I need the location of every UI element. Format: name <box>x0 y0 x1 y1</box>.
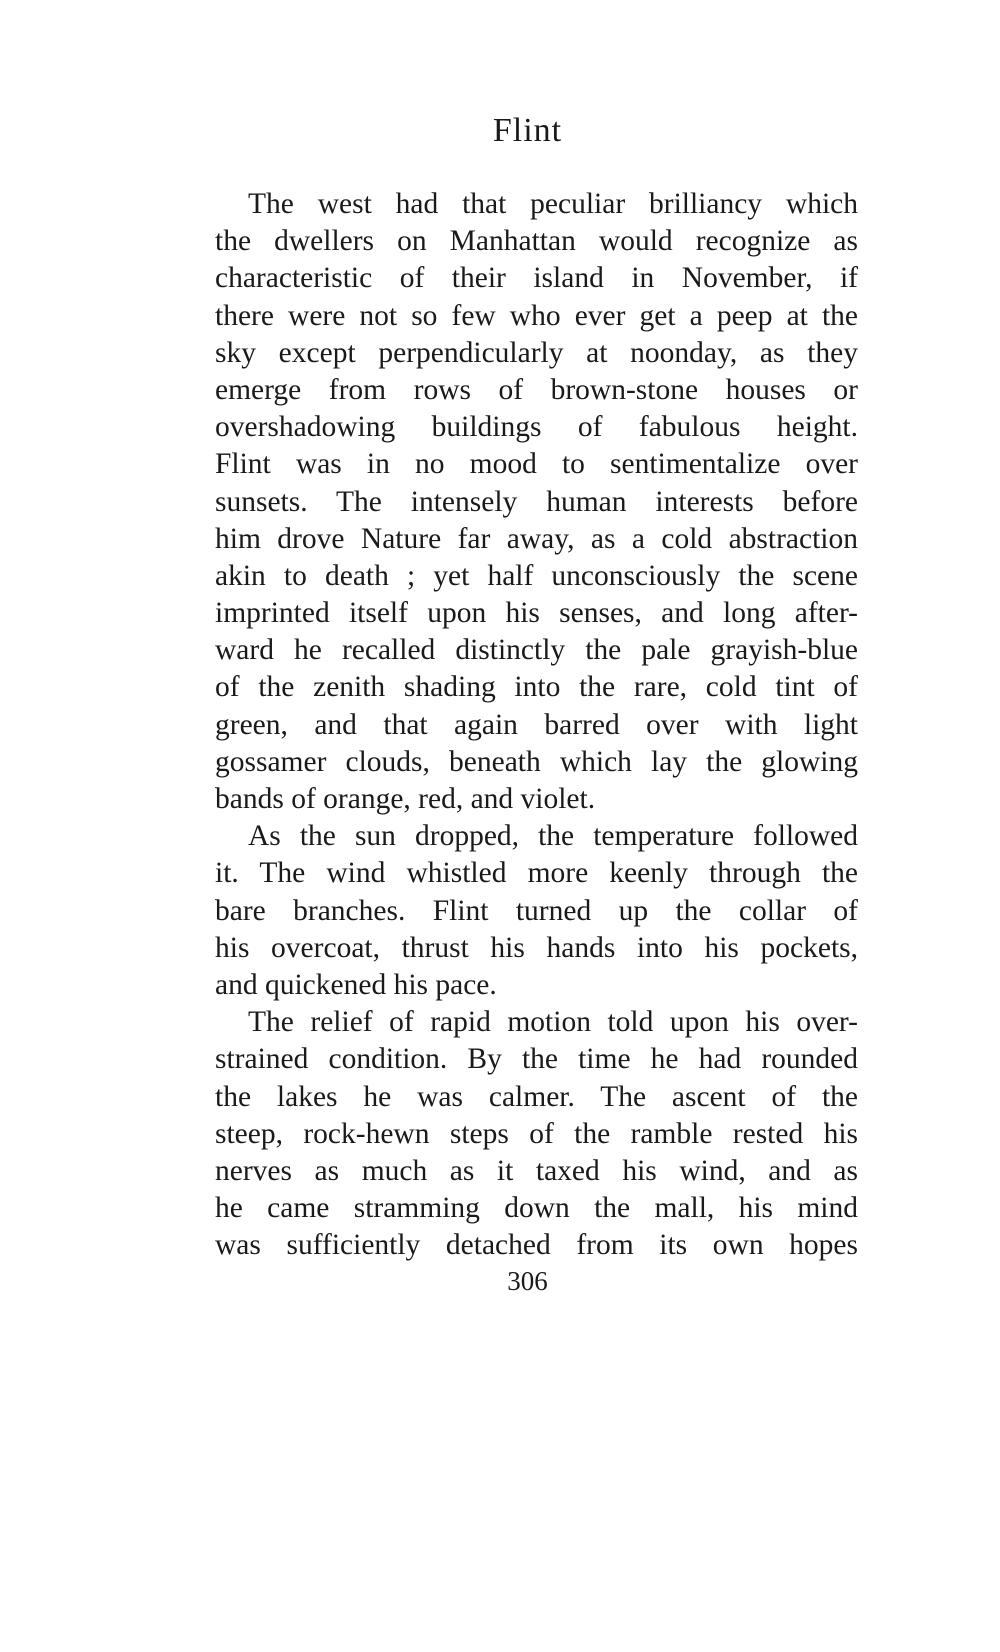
paragraph <box>215 1004 858 1264</box>
text-line: he came stramming down the mall, his mind <box>215 1192 858 1225</box>
running-head: Flint <box>492 112 563 149</box>
text-line: his overcoat, thrust his hands into his pockets, <box>215 931 858 964</box>
text-line: akin to death ; yet half unconsciously the scene <box>215 559 858 592</box>
text-line: and quickened his pace. <box>215 968 497 1001</box>
text-line: imprinted itself upon his senses, and long after- <box>215 597 858 630</box>
text-line: bands of orange, red, and violet. <box>215 783 596 815</box>
text-line: gossamer clouds, beneath which lay the glowing <box>215 745 858 778</box>
text-line: characteristic of their island in November, if <box>215 262 858 295</box>
text-line: strained condition. By the time he had rounded <box>215 1043 858 1076</box>
text-line: the dwellers on Manhattan would recognize as <box>215 225 858 258</box>
text-line: the lakes he was calmer. The ascent of the <box>215 1080 858 1113</box>
text-line: green, and that again barred over with light <box>215 708 858 741</box>
text-line: The west had that peculiar brilliancy which <box>248 188 858 220</box>
text-line: it. The wind whistled more keenly through the <box>215 857 858 890</box>
page-number: 306 <box>507 1266 548 1296</box>
text-line: sky except perpendicularly at noonday, as they <box>215 336 858 369</box>
text-line: bare branches. Flint turned up the collar of <box>215 894 858 927</box>
text-line: emerge from rows of brown-stone houses or <box>215 373 858 406</box>
page-body <box>215 186 858 1264</box>
text-line: steep, rock-hewn steps of the ramble rested his <box>215 1117 858 1150</box>
text-line: overshadowing buildings of fabulous height. <box>215 411 858 444</box>
text-line: sunsets. The intensely human interests before <box>215 485 858 518</box>
text-line: Flint was in no mood to sentimentalize over <box>215 448 858 481</box>
text-line: nerves as much as it taxed his wind, and as <box>215 1154 858 1187</box>
text-line: ward he recalled distinctly the pale grayish-blue <box>215 634 858 667</box>
text-line: was sufficiently detached from its own hopes <box>215 1229 858 1262</box>
text-line: of the zenith shading into the rare, cold tint of <box>215 671 858 704</box>
text-line: As the sun dropped, the temperature followed <box>248 820 858 853</box>
paragraph <box>215 818 858 1004</box>
text-line: there were not so few who ever get a peep at the <box>215 299 858 332</box>
paragraph <box>215 186 858 818</box>
text-line: him drove Nature far away, as a cold abstraction <box>215 522 858 555</box>
text-line: The relief of rapid motion told upon his over- <box>248 1006 858 1039</box>
